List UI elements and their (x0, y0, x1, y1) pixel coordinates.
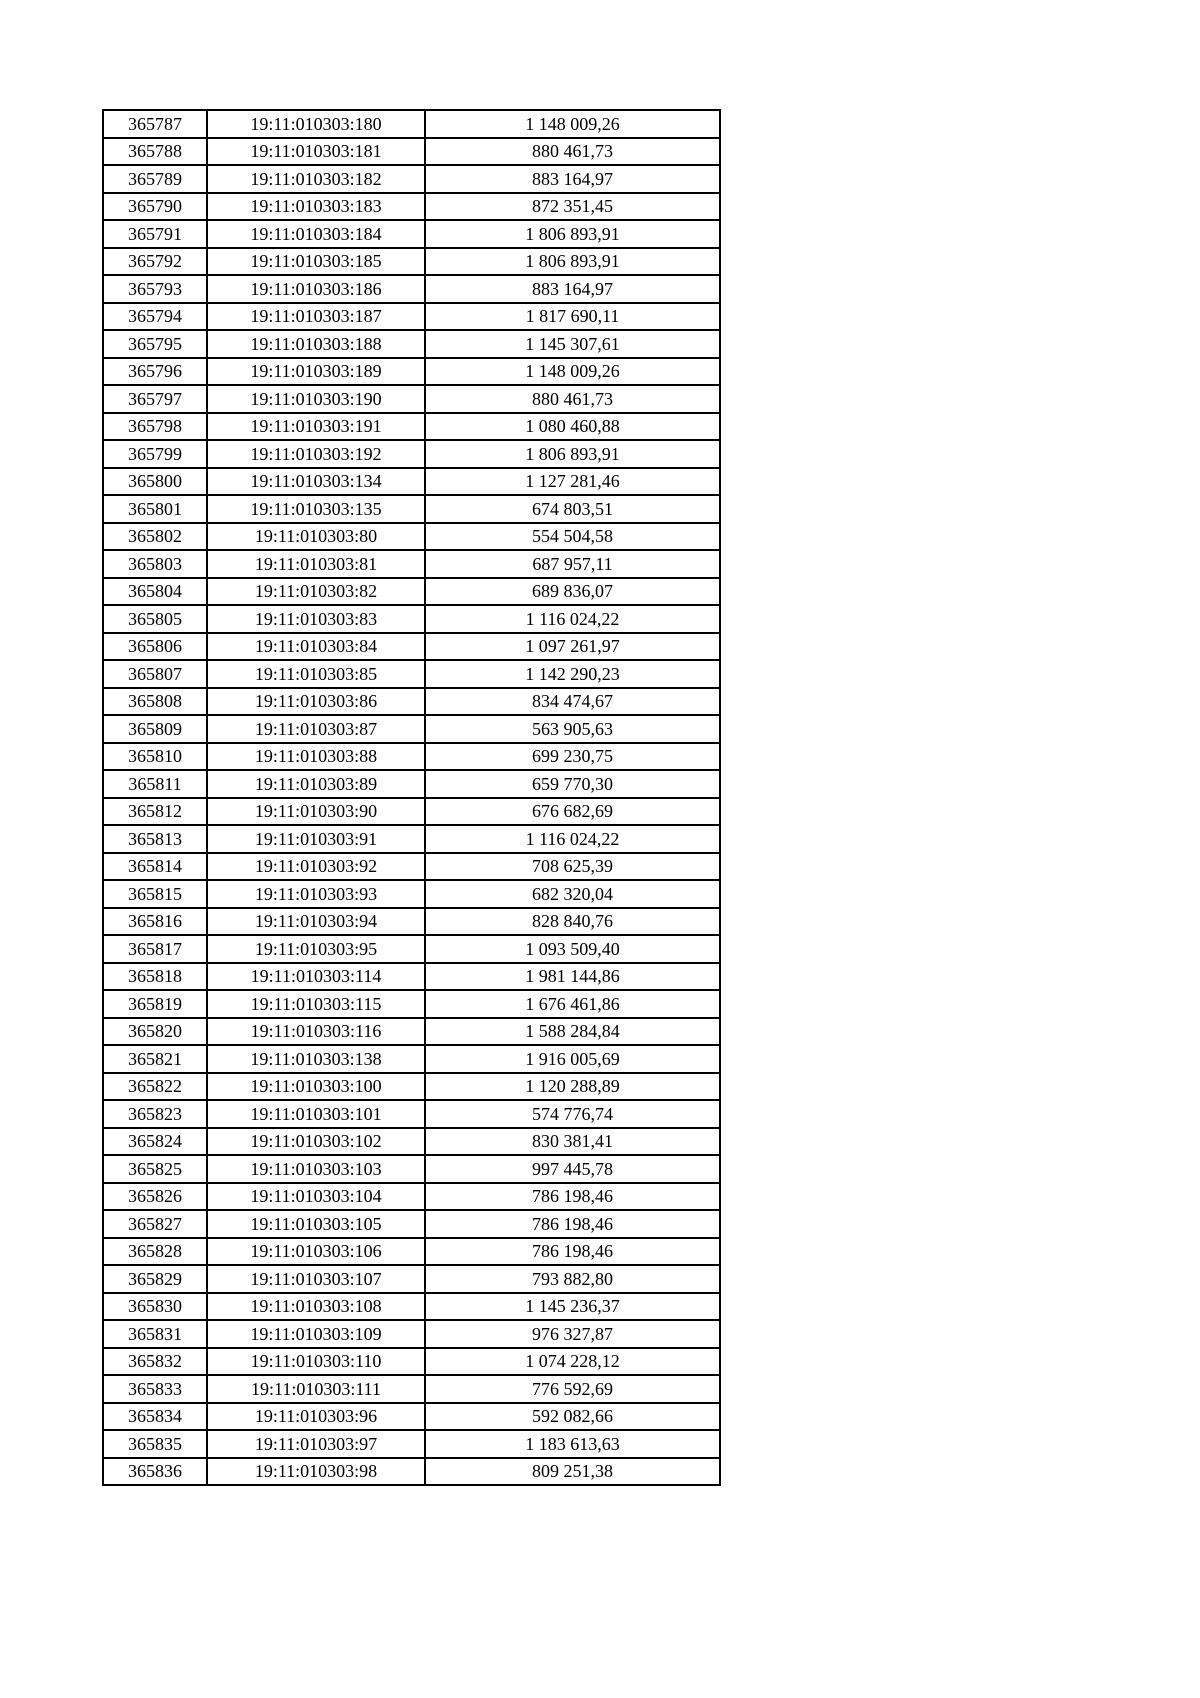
table-row (103, 1155, 720, 1183)
value-cell: 883 164,97 (425, 165, 720, 193)
table-row (103, 1045, 720, 1073)
table-row (103, 495, 720, 523)
value-cell: 574 776,74 (425, 1100, 720, 1128)
cadastral-number-cell: 19:11:010303:96 (207, 1403, 425, 1431)
cadastral-number-cell: 19:11:010303:102 (207, 1128, 425, 1156)
row-number-cell: 365801 (103, 495, 207, 523)
cadastral-number-cell: 19:11:010303:184 (207, 220, 425, 248)
table-row (103, 110, 720, 138)
value-cell: 1 145 307,61 (425, 330, 720, 358)
cadastral-number-cell: 19:11:010303:85 (207, 660, 425, 688)
row-number-cell: 365793 (103, 275, 207, 303)
value-cell: 776 592,69 (425, 1375, 720, 1403)
cadastral-number-cell: 19:11:010303:111 (207, 1375, 425, 1403)
row-number-cell: 365808 (103, 688, 207, 716)
value-cell: 1 116 024,22 (425, 825, 720, 853)
table-row (103, 990, 720, 1018)
row-number-cell: 365817 (103, 935, 207, 963)
cadastral-number-cell: 19:11:010303:180 (207, 110, 425, 138)
value-cell: 872 351,45 (425, 193, 720, 221)
row-number-cell: 365827 (103, 1210, 207, 1238)
value-cell: 687 957,11 (425, 550, 720, 578)
table-row (103, 468, 720, 496)
value-cell: 674 803,51 (425, 495, 720, 523)
value-cell: 880 461,73 (425, 138, 720, 166)
table-row (103, 578, 720, 606)
value-cell: 1 817 690,11 (425, 303, 720, 331)
cadastral-number-cell: 19:11:010303:134 (207, 468, 425, 496)
table-row (103, 1320, 720, 1348)
value-cell: 1 080 460,88 (425, 413, 720, 441)
cadastral-number-cell: 19:11:010303:110 (207, 1348, 425, 1376)
value-cell: 834 474,67 (425, 688, 720, 716)
table-row (103, 303, 720, 331)
row-number-cell: 365789 (103, 165, 207, 193)
cadastral-number-cell: 19:11:010303:91 (207, 825, 425, 853)
cadastral-number-cell: 19:11:010303:190 (207, 385, 425, 413)
row-number-cell: 365807 (103, 660, 207, 688)
cadastral-number-cell: 19:11:010303:135 (207, 495, 425, 523)
table-row (103, 963, 720, 991)
row-number-cell: 365821 (103, 1045, 207, 1073)
value-cell: 1 074 228,12 (425, 1348, 720, 1376)
cadastral-number-cell: 19:11:010303:82 (207, 578, 425, 606)
value-cell: 682 320,04 (425, 880, 720, 908)
value-cell: 880 461,73 (425, 385, 720, 413)
row-number-cell: 365823 (103, 1100, 207, 1128)
table-row (103, 825, 720, 853)
value-cell: 976 327,87 (425, 1320, 720, 1348)
value-cell: 1 145 236,37 (425, 1293, 720, 1321)
value-cell: 689 836,07 (425, 578, 720, 606)
row-number-cell: 365820 (103, 1018, 207, 1046)
table-row (103, 1238, 720, 1266)
value-cell: 1 120 288,89 (425, 1073, 720, 1101)
value-cell: 1 806 893,91 (425, 248, 720, 276)
table-row (103, 1430, 720, 1458)
table-row (103, 770, 720, 798)
cadastral-number-cell: 19:11:010303:182 (207, 165, 425, 193)
row-number-cell: 365813 (103, 825, 207, 853)
cadastral-number-cell: 19:11:010303:95 (207, 935, 425, 963)
table-row (103, 688, 720, 716)
value-cell: 1 981 144,86 (425, 963, 720, 991)
cadastral-number-cell: 19:11:010303:183 (207, 193, 425, 221)
table-row (103, 743, 720, 771)
table-row (103, 1375, 720, 1403)
value-cell: 786 198,46 (425, 1238, 720, 1266)
table-row (103, 193, 720, 221)
table-row (103, 935, 720, 963)
table-body (103, 110, 720, 1485)
row-number-cell: 365819 (103, 990, 207, 1018)
value-cell: 997 445,78 (425, 1155, 720, 1183)
table-row (103, 165, 720, 193)
row-number-cell: 365824 (103, 1128, 207, 1156)
cadastral-number-cell: 19:11:010303:87 (207, 715, 425, 743)
cadastral-number-cell: 19:11:010303:191 (207, 413, 425, 441)
row-number-cell: 365804 (103, 578, 207, 606)
table-row (103, 248, 720, 276)
value-cell: 676 682,69 (425, 798, 720, 826)
table-row (103, 1073, 720, 1101)
table-row (103, 1293, 720, 1321)
row-number-cell: 365800 (103, 468, 207, 496)
cadastral-number-cell: 19:11:010303:185 (207, 248, 425, 276)
value-cell: 1 148 009,26 (425, 110, 720, 138)
row-number-cell: 365794 (103, 303, 207, 331)
row-number-cell: 365810 (103, 743, 207, 771)
row-number-cell: 365826 (103, 1183, 207, 1211)
row-number-cell: 365831 (103, 1320, 207, 1348)
value-cell: 592 082,66 (425, 1403, 720, 1431)
row-number-cell: 365833 (103, 1375, 207, 1403)
value-cell: 830 381,41 (425, 1128, 720, 1156)
table-row (103, 413, 720, 441)
value-cell: 1 183 613,63 (425, 1430, 720, 1458)
row-number-cell: 365832 (103, 1348, 207, 1376)
row-number-cell: 365803 (103, 550, 207, 578)
cadastral-number-cell: 19:11:010303:101 (207, 1100, 425, 1128)
cadastral-number-cell: 19:11:010303:192 (207, 440, 425, 468)
table-row (103, 1100, 720, 1128)
value-cell: 1 806 893,91 (425, 440, 720, 468)
row-number-cell: 365835 (103, 1430, 207, 1458)
table-row (103, 138, 720, 166)
cadastral-number-cell: 19:11:010303:104 (207, 1183, 425, 1211)
value-cell: 1 093 509,40 (425, 935, 720, 963)
row-number-cell: 365825 (103, 1155, 207, 1183)
table-row (103, 660, 720, 688)
cadastral-number-cell: 19:11:010303:89 (207, 770, 425, 798)
cadastral-number-cell: 19:11:010303:188 (207, 330, 425, 358)
value-cell: 1 676 461,86 (425, 990, 720, 1018)
row-number-cell: 365797 (103, 385, 207, 413)
row-number-cell: 365822 (103, 1073, 207, 1101)
cadastral-number-cell: 19:11:010303:94 (207, 908, 425, 936)
table-row (103, 220, 720, 248)
table-row (103, 385, 720, 413)
value-cell: 699 230,75 (425, 743, 720, 771)
row-number-cell: 365828 (103, 1238, 207, 1266)
table-row (103, 440, 720, 468)
row-number-cell: 365829 (103, 1265, 207, 1293)
table-row (103, 1403, 720, 1431)
row-number-cell: 365809 (103, 715, 207, 743)
cadastral-number-cell: 19:11:010303:83 (207, 605, 425, 633)
value-cell: 1 588 284,84 (425, 1018, 720, 1046)
value-cell: 659 770,30 (425, 770, 720, 798)
cadastral-number-cell: 19:11:010303:86 (207, 688, 425, 716)
cadastral-number-cell: 19:11:010303:98 (207, 1458, 425, 1486)
row-number-cell: 365816 (103, 908, 207, 936)
row-number-cell: 365798 (103, 413, 207, 441)
value-cell: 1 916 005,69 (425, 1045, 720, 1073)
row-number-cell: 365788 (103, 138, 207, 166)
row-number-cell: 365790 (103, 193, 207, 221)
table-row (103, 1348, 720, 1376)
row-number-cell: 365802 (103, 523, 207, 551)
value-cell: 1 148 009,26 (425, 358, 720, 386)
value-cell: 786 198,46 (425, 1183, 720, 1211)
cadastral-number-cell: 19:11:010303:97 (207, 1430, 425, 1458)
table-row (103, 523, 720, 551)
table-row (103, 880, 720, 908)
value-cell: 828 840,76 (425, 908, 720, 936)
cadastral-number-cell: 19:11:010303:106 (207, 1238, 425, 1266)
row-number-cell: 365830 (103, 1293, 207, 1321)
value-cell: 554 504,58 (425, 523, 720, 551)
cadastral-number-cell: 19:11:010303:187 (207, 303, 425, 331)
table-row (103, 1265, 720, 1293)
row-number-cell: 365815 (103, 880, 207, 908)
cadastral-number-cell: 19:11:010303:107 (207, 1265, 425, 1293)
table-row (103, 1210, 720, 1238)
row-number-cell: 365836 (103, 1458, 207, 1486)
table-row (103, 330, 720, 358)
cadastral-number-cell: 19:11:010303:115 (207, 990, 425, 1018)
value-cell: 809 251,38 (425, 1458, 720, 1486)
row-number-cell: 365796 (103, 358, 207, 386)
value-cell: 786 198,46 (425, 1210, 720, 1238)
cadastral-number-cell: 19:11:010303:116 (207, 1018, 425, 1046)
table-row (103, 908, 720, 936)
cadastral-number-cell: 19:11:010303:93 (207, 880, 425, 908)
cadastral-number-cell: 19:11:010303:92 (207, 853, 425, 881)
cadastral-number-cell: 19:11:010303:103 (207, 1155, 425, 1183)
row-number-cell: 365805 (103, 605, 207, 633)
table-row (103, 633, 720, 661)
cadastral-number-cell: 19:11:010303:105 (207, 1210, 425, 1238)
value-cell: 793 882,80 (425, 1265, 720, 1293)
table-row (103, 798, 720, 826)
value-cell: 1 142 290,23 (425, 660, 720, 688)
value-cell: 708 625,39 (425, 853, 720, 881)
row-number-cell: 365834 (103, 1403, 207, 1431)
row-number-cell: 365818 (103, 963, 207, 991)
cadastral-number-cell: 19:11:010303:109 (207, 1320, 425, 1348)
value-cell: 1 097 261,97 (425, 633, 720, 661)
row-number-cell: 365814 (103, 853, 207, 881)
table-row (103, 853, 720, 881)
row-number-cell: 365791 (103, 220, 207, 248)
table-row (103, 275, 720, 303)
cadastral-number-cell: 19:11:010303:186 (207, 275, 425, 303)
value-cell: 883 164,97 (425, 275, 720, 303)
cadastral-number-cell: 19:11:010303:114 (207, 963, 425, 991)
table-row (103, 550, 720, 578)
row-number-cell: 365792 (103, 248, 207, 276)
table-row (103, 605, 720, 633)
value-cell: 1 116 024,22 (425, 605, 720, 633)
row-number-cell: 365812 (103, 798, 207, 826)
cadastral-number-cell: 19:11:010303:80 (207, 523, 425, 551)
table-row (103, 1018, 720, 1046)
table-row (103, 715, 720, 743)
cadastral-number-cell: 19:11:010303:138 (207, 1045, 425, 1073)
value-cell: 1 806 893,91 (425, 220, 720, 248)
cadastral-number-cell: 19:11:010303:100 (207, 1073, 425, 1101)
value-cell: 1 127 281,46 (425, 468, 720, 496)
table-row (103, 1128, 720, 1156)
table-row (103, 1183, 720, 1211)
cadastral-number-cell: 19:11:010303:90 (207, 798, 425, 826)
cadastral-number-cell: 19:11:010303:88 (207, 743, 425, 771)
cadastral-number-cell: 19:11:010303:181 (207, 138, 425, 166)
cadastral-value-table (102, 109, 721, 1486)
row-number-cell: 365787 (103, 110, 207, 138)
cadastral-number-cell: 19:11:010303:81 (207, 550, 425, 578)
row-number-cell: 365806 (103, 633, 207, 661)
row-number-cell: 365799 (103, 440, 207, 468)
table-row (103, 1458, 720, 1486)
cadastral-number-cell: 19:11:010303:108 (207, 1293, 425, 1321)
row-number-cell: 365811 (103, 770, 207, 798)
cadastral-number-cell: 19:11:010303:84 (207, 633, 425, 661)
value-cell: 563 905,63 (425, 715, 720, 743)
cadastral-number-cell: 19:11:010303:189 (207, 358, 425, 386)
row-number-cell: 365795 (103, 330, 207, 358)
table-row (103, 358, 720, 386)
